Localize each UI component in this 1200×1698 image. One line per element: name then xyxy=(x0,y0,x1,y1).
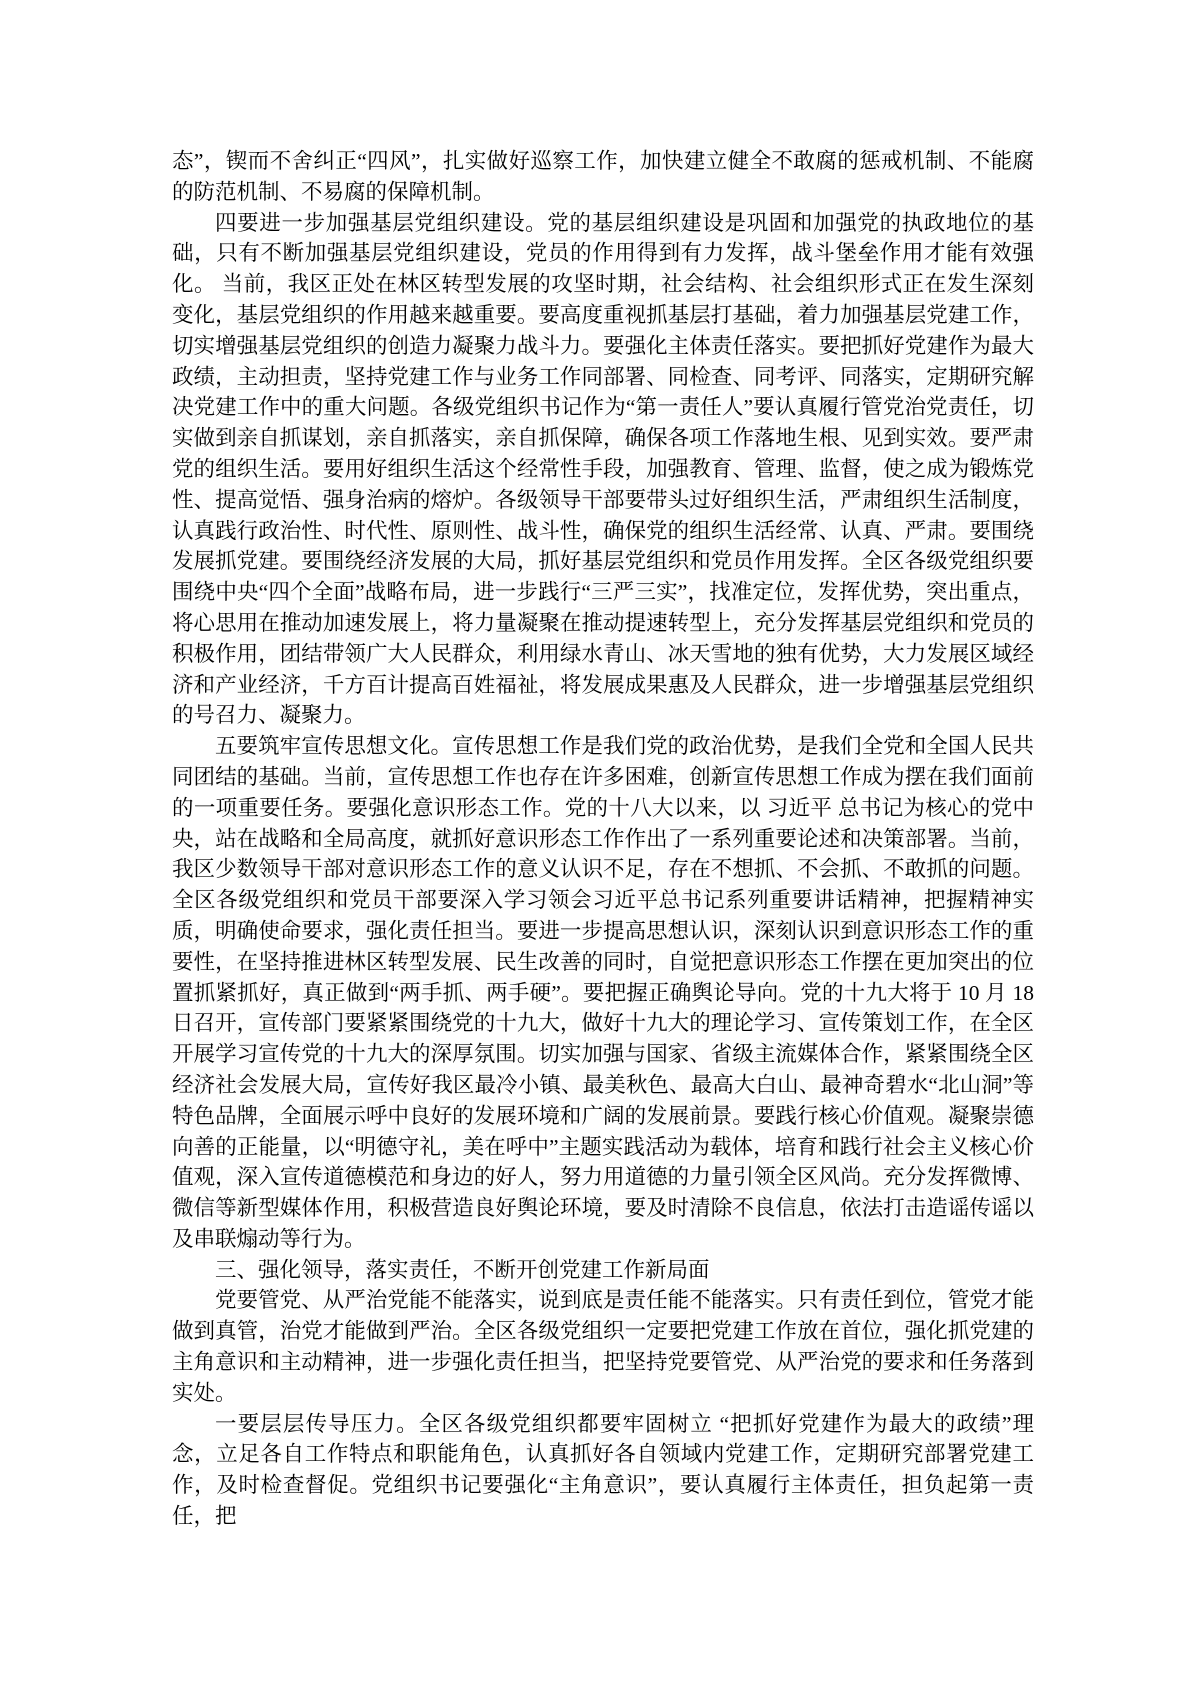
document-text-block xyxy=(172,146,1034,1532)
paragraph-one-transmit-pressure: 一要层层传导压力。全区各级党组织都要牢固树立 “把抓好党建作为最大的政绩”理念，立足各自工作特点和职能角色，认真抓好各自领域内党建工作，定期研究部署党建工作，及时检查督促。党组织书记要强化“主角意识”，要认真履行主体责任，担负起第一责任，把 xyxy=(172,1411,1034,1529)
paragraph-responsibility-intro: 党要管党、从严治党能不能落实，说到底是责任能不能落实。只有责任到位，管党才能做到真管，治党才能做到严治。全区各级党组织一定要把党建工作放在首位，强化抓党建的主角意识和主动精神，进一步强化责任担当，把坚持党要管党、从严治党的要求和任务落到实处。 xyxy=(172,1288,1034,1405)
paragraph-five-propaganda-ideology: 五要筑牢宣传思想文化。宣传思想工作是我们党的政治优势，是我们全党和全国人民共同团结的基础。当前，宣传思想工作也存在许多困难，创新宣传思想工作成为摆在我们面前的一项重要任务。要强化意识形态工作。党的十八大以来，以 习近平 总书记为核心的党中央，站在战略和全局高度，就抓好意识形态工作作出了一系列重要论述和决策部署。当前，我区少数领导干部对意识形态工作的意义认识不足，存在不想抓、不会抓、不敢抓的问题。全区各级党组织和党员干部要深入学习领会习近平总书记系列重要讲话精神，把握精神实质，明确使命要求，强化责任担当。要进一步提高思想认识，深刻认识到意识形态工作的重要性，在坚持推进林区转型发展、民生改善的同时，自觉把意识形态工作摆在更加突出的位置抓紧抓好，真正做到“两手抓、两手硬”。要把握正确舆论导向。党的十九大将于 10 月 18 日召开，宣传部门要紧紧围绕党的十九大，做好十九大的理论学习、宣传策划工作，在全区开展学习宣传党的十九大的深厚氛围。切实加强与国家、省级主流媒体合作，紧紧围绕全区经济社会发展大局，宣传好我区最冷小镇、最美秋色、最高大白山、最神奇碧水“北山洞”等特色品牌，全面展示呼中良好的发展环境和广阔的发展前景。要践行核心价值观。凝聚崇德向善的正能量，以“明德守礼，美在呼中”主题实践活动为载体，培育和践行社会主义核心价值观，深入宣传道德模范和身边的好人，努力用道德的力量引领全区风尚。充分发挥微博、微信等新型媒体作用，积极营造良好舆论环境，要及时清除不良信息，依法打击造谣传谣以及串联煽动等行为。 xyxy=(172,734,1034,1251)
paragraph-carryover: 态”，锲而不舍纠正“四风”，扎实做好巡察工作，加快建立健全不敢腐的惩戒机制、不能腐的防范机制、不易腐的保障机制。 xyxy=(172,149,1034,204)
section-heading-three: 三、强化领导，落实责任，不断开创党建工作新局面 xyxy=(215,1257,710,1282)
paragraph-four-grassroots-party-building: 四要进一步加强基层党组织建设。党的基层组织建设是巩固和加强党的执政地位的基础，只有不断加强基层党组织建设，党员的作用得到有力发挥，战斗堡垒作用才能有效强化。 当前，我区正处在林区转型发展的攻坚时期，社会结构、社会组织形式正在发生深刻变化，基层党组织的作用越来越重要。要高度重视抓基层打基础，着力加强基层党建工作，切实增强基层党组织的创造力凝聚力战斗力。要强化主体责任落实。要把抓好党建作为最大政绩，主动担责，坚持党建工作与业务工作同部署、同检查、同考评、同落实，定期研究解决党建工作中的重大问题。各级党组织书记作为“第一责任人”要认真履行管党治党责任，切实做到亲自抓谋划，亲自抓落实，亲自抓保障，确保各项工作落地生根、见到实效。要严肃党的组织生活。要用好组织生活这个经常性手段，加强教育、管理、监督，使之成为锻炼党性、提高觉悟、强身治病的熔炉。各级领导干部要带头过好组织生活，严肃组织生活制度，认真践行政治性、时代性、原则性、战斗性，确保党的组织生活经常、认真、严肃。要围绕发展抓党建。要围绕经济发展的大局，抓好基层党组织和党员作用发挥。全区各级党组织要围绕中央“四个全面”战略布局，进一步践行“三严三实”，找准定位，发挥优势，突出重点，将心思用在推动加速发展上，将力量凝聚在推动提速转型上，充分发挥基层党组织和党员的积极作用，团结带领广大人民群众，利用绿水青山、冰天雪地的独有优势，大力发展区域经济和产业经济，千方百计提高百姓福祉，将发展成果惠及人民群众，进一步增强基层党组织的号召力、凝聚力。 xyxy=(172,210,1034,728)
